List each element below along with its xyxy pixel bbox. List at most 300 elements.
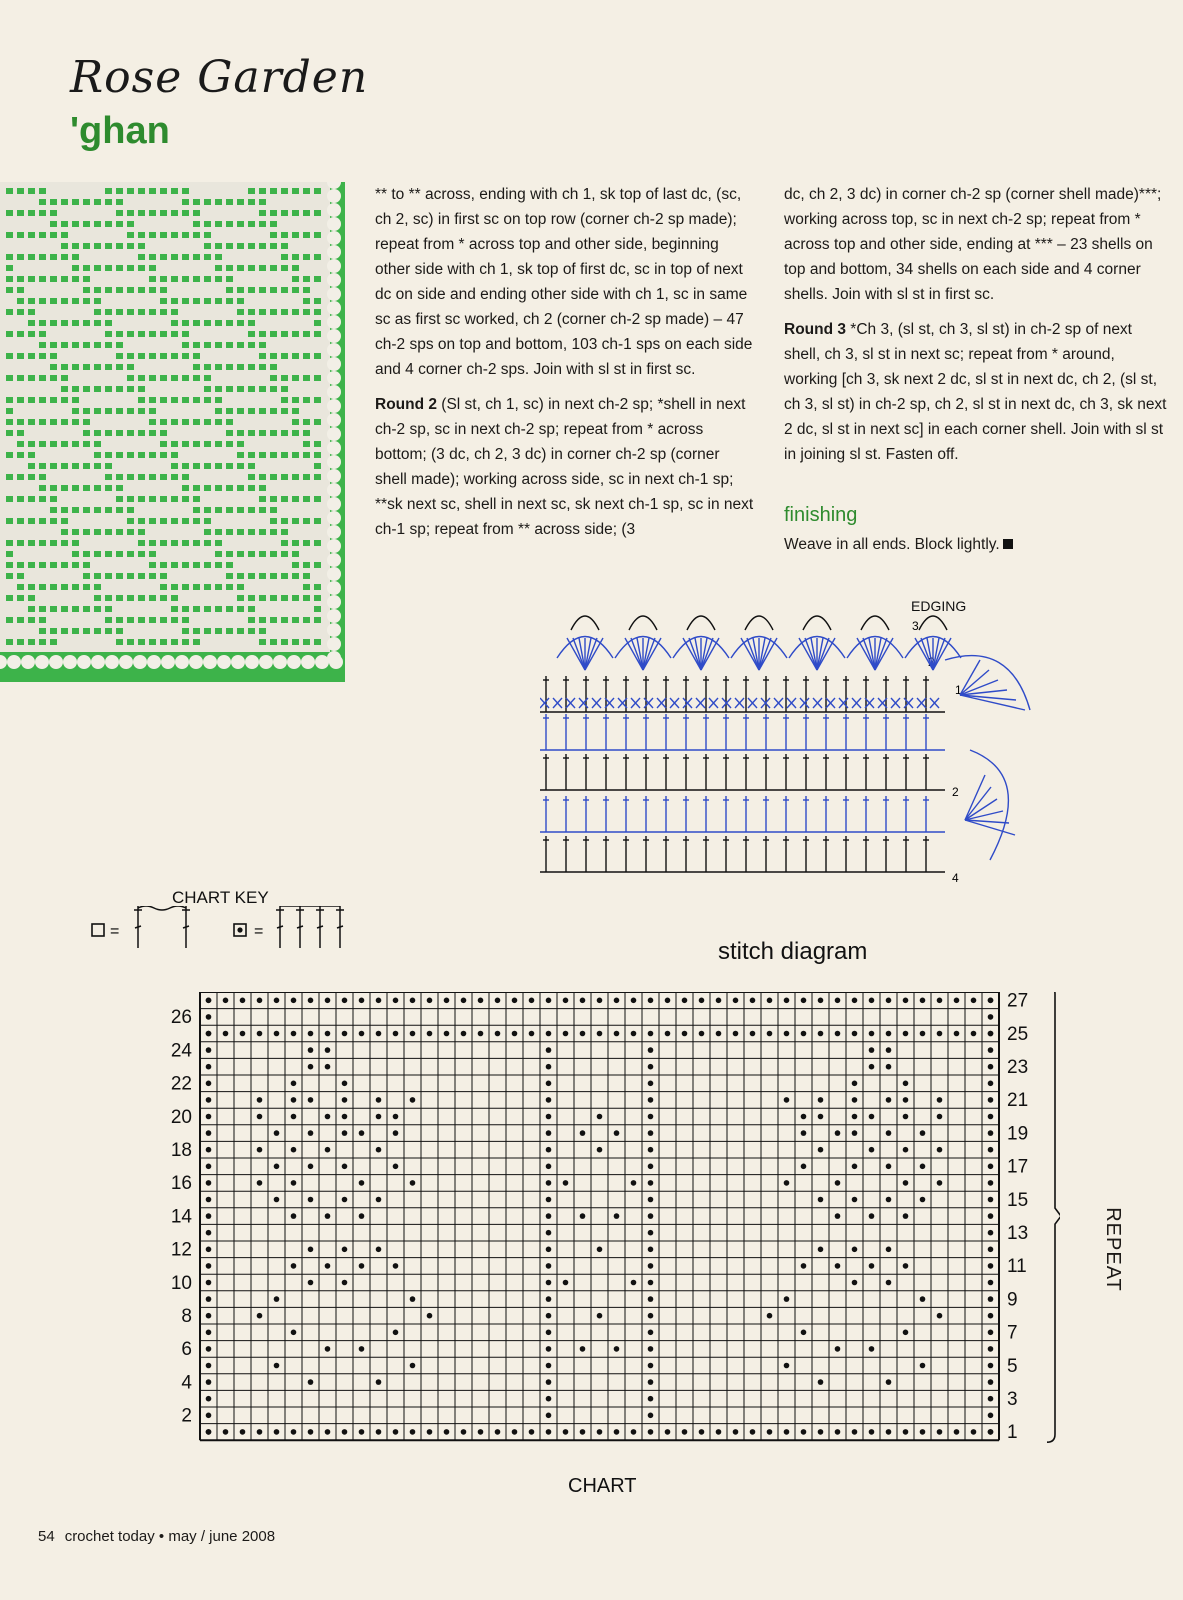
filled-block [801, 1164, 807, 1170]
filled-block [206, 1346, 212, 1352]
filled-block [988, 1263, 994, 1269]
filled-block [648, 1114, 654, 1120]
filled-block [631, 1280, 637, 1286]
filled-block [886, 1031, 892, 1037]
filled-block [546, 1396, 552, 1402]
filled-block [852, 1081, 858, 1087]
filled-block [937, 998, 943, 1004]
filled-block [291, 1330, 297, 1336]
round-number: 2 [928, 655, 935, 669]
filled-block [410, 1097, 416, 1103]
filled-block [325, 1114, 331, 1120]
filled-block [716, 1429, 722, 1435]
filled-block [291, 1429, 297, 1435]
row-number-right: 9 [1007, 1289, 1018, 1311]
filled-block [308, 1130, 314, 1136]
filled-block [750, 1429, 756, 1435]
round-number: 4 [952, 871, 959, 885]
filled-block [648, 1130, 654, 1136]
filled-block [546, 1379, 552, 1385]
filled-block [801, 1031, 807, 1037]
filled-block [988, 1164, 994, 1170]
filled-block [206, 1230, 212, 1236]
filled-block [971, 1031, 977, 1037]
filled-block [699, 1031, 705, 1037]
filled-block [682, 998, 688, 1004]
filled-block [546, 1164, 552, 1170]
filled-block [546, 1130, 552, 1136]
filled-block [308, 1064, 314, 1070]
filled-block [376, 1031, 382, 1037]
chart-blocks [206, 998, 994, 1435]
filled-block [903, 1263, 909, 1269]
filled-block [597, 1031, 603, 1037]
filled-block [614, 1130, 620, 1136]
filled-block [869, 1047, 875, 1053]
filled-block [257, 1180, 263, 1186]
filled-block [971, 1429, 977, 1435]
filled-block [546, 1064, 552, 1070]
filled-block [206, 1081, 212, 1087]
filled-block [801, 998, 807, 1004]
filled-block [988, 1247, 994, 1253]
instructions-column-1 [375, 182, 755, 552]
filled-block [733, 1429, 739, 1435]
filled-block [886, 1047, 892, 1053]
filled-block [988, 1230, 994, 1236]
filled-block [597, 1313, 603, 1319]
filled-block [869, 1031, 875, 1037]
stitch-diagram-caption: stitch diagram [718, 938, 868, 965]
filled-block [546, 1114, 552, 1120]
filled-block [648, 1213, 654, 1219]
filled-block [206, 1280, 212, 1286]
filled-block [478, 1031, 484, 1037]
filled-block [512, 998, 518, 1004]
filled-block [308, 1247, 314, 1253]
filled-block [308, 1047, 314, 1053]
filled-block [852, 1197, 858, 1203]
filled-block [308, 1429, 314, 1435]
filled-block [206, 1313, 212, 1319]
filled-block [767, 1429, 773, 1435]
filled-block [988, 1213, 994, 1219]
instruction-paragraph-round-2 [375, 392, 755, 542]
filled-block [648, 998, 654, 1004]
page-number: 54 [38, 1528, 55, 1545]
filled-block [376, 1097, 382, 1103]
filled-block [546, 1081, 552, 1087]
filled-block [988, 1429, 994, 1435]
filled-block [869, 1114, 875, 1120]
filled-block [359, 1346, 365, 1352]
filled-block [818, 1197, 824, 1203]
filled-block [852, 1164, 858, 1170]
filled-block [869, 1147, 875, 1153]
filled-block [614, 998, 620, 1004]
filled-block [869, 1263, 875, 1269]
filled-block [920, 1130, 926, 1136]
filled-block [206, 1263, 212, 1269]
filled-block [325, 1213, 331, 1219]
filled-block [784, 1180, 790, 1186]
filled-block [495, 1031, 501, 1037]
filled-block [546, 1230, 552, 1236]
filled-block [257, 1147, 263, 1153]
script-title: Rose Garden [70, 52, 369, 103]
filled-block [546, 1031, 552, 1037]
row-number-right: 21 [1007, 1090, 1029, 1112]
filled-block [206, 1197, 212, 1203]
instruction-paragraph: dc, ch 2, 3 dc) in corner ch-2 sp (corner shell made)***; working across top, sc in next ch-2 sp; repeat from * across top and other side, ending at *** – 23 shells on top and bottom, 34 shells on each side and 4 corner shells. Join with sl st in first sc. [784, 186, 1162, 303]
filled-block [393, 1164, 399, 1170]
filled-block [886, 1097, 892, 1103]
filled-block [342, 1081, 348, 1087]
filled-block [886, 1379, 892, 1385]
row-number-left: 22 [170, 1073, 192, 1095]
filled-block [529, 1031, 535, 1037]
filled-block [325, 1346, 331, 1352]
filled-block [835, 998, 841, 1004]
filled-block [427, 1313, 433, 1319]
filled-block [359, 998, 365, 1004]
row-number-left: 4 [181, 1372, 192, 1394]
filled-block [818, 1114, 824, 1120]
filled-block [886, 1280, 892, 1286]
filled-block [546, 1197, 552, 1203]
row-number-left: 2 [181, 1405, 192, 1427]
filled-block [546, 1280, 552, 1286]
filled-block [376, 1379, 382, 1385]
filled-block [342, 998, 348, 1004]
filled-block [325, 1263, 331, 1269]
row-number-left: 14 [170, 1206, 192, 1228]
filled-block [325, 1429, 331, 1435]
filled-block [240, 1429, 246, 1435]
filled-block [342, 1130, 348, 1136]
row-number-right: 7 [1007, 1322, 1018, 1344]
filled-block [461, 1031, 467, 1037]
row-number-right: 13 [1007, 1223, 1029, 1244]
filled-block [342, 1280, 348, 1286]
filled-block [359, 1213, 365, 1219]
filled-block [546, 1147, 552, 1153]
filled-block [274, 1197, 280, 1203]
filled-block [631, 1180, 637, 1186]
filled-block [648, 1081, 654, 1087]
end-mark-icon [1003, 539, 1013, 549]
instructions-column-2 [784, 182, 1169, 477]
finishing-text [784, 532, 1164, 557]
filled-block [478, 1429, 484, 1435]
row-number-right: 27 [1007, 992, 1029, 1012]
filled-block [274, 1031, 280, 1037]
round-label: Round 2 [375, 396, 437, 413]
filled-block [427, 1031, 433, 1037]
filled-block [903, 1213, 909, 1219]
filled-block [563, 1429, 569, 1435]
filled-block [223, 1031, 229, 1037]
filled-block [206, 1213, 212, 1219]
filled-block [682, 1429, 688, 1435]
filled-block [308, 1164, 314, 1170]
filled-block [818, 1097, 824, 1103]
filled-block [852, 1130, 858, 1136]
filled-block [971, 998, 977, 1004]
filled-block [937, 1180, 943, 1186]
filled-block [546, 1313, 552, 1319]
filled-block [206, 1014, 212, 1020]
filled-block [393, 998, 399, 1004]
filled-block [325, 998, 331, 1004]
filled-block [648, 1313, 654, 1319]
filled-block [308, 1197, 314, 1203]
filled-block [886, 1429, 892, 1435]
filled-block [580, 1130, 586, 1136]
filled-block [852, 1031, 858, 1037]
filled-block [665, 1429, 671, 1435]
filled-block [546, 1097, 552, 1103]
filled-block [903, 1330, 909, 1336]
filled-block [597, 1247, 603, 1253]
filled-block [665, 998, 671, 1004]
filled-block [614, 1346, 620, 1352]
stitch-diagram [540, 600, 1060, 920]
filled-block [206, 998, 212, 1004]
row-number-right: 19 [1007, 1123, 1029, 1145]
finishing-heading: finishing [784, 504, 858, 526]
filled-block [308, 1379, 314, 1385]
filled-block [274, 1429, 280, 1435]
filled-block [206, 1363, 212, 1369]
filled-block [546, 1296, 552, 1302]
filled-block [342, 1031, 348, 1037]
filled-block [784, 1429, 790, 1435]
filled-block [988, 1130, 994, 1136]
filled-block [631, 1031, 637, 1037]
shell-row [557, 637, 961, 671]
filled-block [614, 1213, 620, 1219]
filled-block [512, 1031, 518, 1037]
filled-block [665, 1031, 671, 1037]
filled-block [376, 1147, 382, 1153]
filled-block [206, 1064, 212, 1070]
filled-block [648, 1330, 654, 1336]
filled-block [903, 1114, 909, 1120]
filled-block [291, 1114, 297, 1120]
filled-block [342, 1429, 348, 1435]
filled-block [988, 1413, 994, 1419]
filled-block [818, 998, 824, 1004]
open-square-symbol [92, 924, 104, 936]
filled-block [920, 1164, 926, 1170]
filled-block [512, 1429, 518, 1435]
filled-block [852, 1114, 858, 1120]
row-number-left: 24 [170, 1040, 192, 1062]
filled-block [206, 1396, 212, 1402]
filled-block [597, 1429, 603, 1435]
filled-block [648, 1263, 654, 1269]
filled-block [529, 998, 535, 1004]
filled-block [359, 1031, 365, 1037]
filled-block [546, 1413, 552, 1419]
filled-block [988, 1180, 994, 1186]
row-number-left: 26 [170, 1007, 192, 1029]
round-number: 1 [955, 683, 962, 697]
filled-block [988, 1396, 994, 1402]
round-number: 3 [912, 619, 919, 633]
filled-block [410, 1363, 416, 1369]
filled-block [648, 1197, 654, 1203]
filled-block [886, 1130, 892, 1136]
filled-block [223, 998, 229, 1004]
filled-block [206, 1114, 212, 1120]
filled-block [648, 1047, 654, 1053]
row-number-labels [171, 992, 1028, 1443]
repeat-bracket [1047, 992, 1060, 1442]
filled-block [784, 1296, 790, 1302]
filled-block [206, 1097, 212, 1103]
filled-block [257, 1114, 263, 1120]
filled-block [614, 1429, 620, 1435]
filled-block [988, 1313, 994, 1319]
filled-block [206, 1247, 212, 1253]
filled-block [376, 1197, 382, 1203]
filled-block [920, 1363, 926, 1369]
filled-block [903, 998, 909, 1004]
row-number-right: 15 [1007, 1189, 1029, 1211]
filled-block [342, 1197, 348, 1203]
filled-block [835, 1213, 841, 1219]
filled-block [818, 1147, 824, 1153]
filled-block [342, 1114, 348, 1120]
filled-block [988, 1379, 994, 1385]
filled-block [359, 1130, 365, 1136]
filled-block [393, 1114, 399, 1120]
filled-block [257, 1031, 263, 1037]
filled-block [393, 1263, 399, 1269]
filled-block [648, 1429, 654, 1435]
filled-block [988, 1363, 994, 1369]
filled-block [206, 1147, 212, 1153]
row-number-right: 5 [1007, 1355, 1018, 1377]
filled-block [988, 1081, 994, 1087]
filled-block [835, 1429, 841, 1435]
filled-block [835, 1130, 841, 1136]
filled-block [206, 1379, 212, 1385]
filled-block [274, 998, 280, 1004]
filled-block [359, 1263, 365, 1269]
filled-block [274, 1296, 280, 1302]
filled-block [410, 998, 416, 1004]
filled-block [257, 998, 263, 1004]
filled-block [376, 1429, 382, 1435]
filled-block [784, 1031, 790, 1037]
filled-block [410, 1296, 416, 1302]
finishing-body: Weave in all ends. Block lightly. [784, 536, 1000, 553]
filled-block [614, 1031, 620, 1037]
filet-chart [160, 992, 1060, 1462]
filled-block [988, 1047, 994, 1053]
filled-block [597, 1114, 603, 1120]
filled-block [903, 1081, 909, 1087]
filled-block [937, 1031, 943, 1037]
filled-block [274, 1164, 280, 1170]
filled-block [784, 1363, 790, 1369]
filled-block [631, 998, 637, 1004]
row-number-left: 20 [170, 1106, 192, 1128]
filled-block [716, 1031, 722, 1037]
equals-sign: = [254, 923, 264, 940]
row-number-left: 8 [181, 1306, 192, 1327]
filled-block [410, 1429, 416, 1435]
filled-block [988, 1031, 994, 1037]
filled-block [988, 1064, 994, 1070]
filled-block [393, 1429, 399, 1435]
filled-block [648, 1413, 654, 1419]
row-number-right: 25 [1007, 1023, 1029, 1045]
filled-block [852, 1097, 858, 1103]
filled-block [410, 1180, 416, 1186]
filled-block [325, 1047, 331, 1053]
filled-block [206, 1031, 212, 1037]
filled-block [835, 1346, 841, 1352]
row-number-right: 23 [1007, 1057, 1029, 1078]
filled-block [818, 1379, 824, 1385]
row-number-left: 16 [170, 1173, 192, 1195]
filled-block [546, 1330, 552, 1336]
filled-block [291, 1213, 297, 1219]
filled-block [648, 1396, 654, 1402]
filled-block [206, 1164, 212, 1170]
equals-sign: = [110, 923, 120, 940]
filled-block [818, 1429, 824, 1435]
row-number-right: 17 [1007, 1156, 1029, 1178]
filled-block [410, 1031, 416, 1037]
filled-block [716, 998, 722, 1004]
filled-block [920, 1296, 926, 1302]
repeat-label: REPEAT [1101, 1207, 1124, 1292]
filled-block [546, 1363, 552, 1369]
filled-block [478, 998, 484, 1004]
filled-block [835, 1180, 841, 1186]
filled-block [546, 1213, 552, 1219]
filled-block [393, 1031, 399, 1037]
filled-block [954, 1031, 960, 1037]
filled-block [767, 1313, 773, 1319]
filled-block [648, 1247, 654, 1253]
filled-block [206, 1130, 212, 1136]
filled-block [342, 1247, 348, 1253]
filled-block [376, 998, 382, 1004]
filled-block [206, 1413, 212, 1419]
filled-block [699, 998, 705, 1004]
filled-block [495, 998, 501, 1004]
filled-block [291, 1097, 297, 1103]
filled-block [988, 1114, 994, 1120]
filled-block [359, 1180, 365, 1186]
filled-block [291, 1147, 297, 1153]
filled-block [274, 1363, 280, 1369]
filled-block [937, 1097, 943, 1103]
filled-block [648, 1031, 654, 1037]
filled-square-dot [237, 927, 242, 932]
filled-block [529, 1429, 535, 1435]
filled-block [546, 998, 552, 1004]
filled-block [274, 1130, 280, 1136]
filled-block [580, 1429, 586, 1435]
filled-block [580, 1346, 586, 1352]
